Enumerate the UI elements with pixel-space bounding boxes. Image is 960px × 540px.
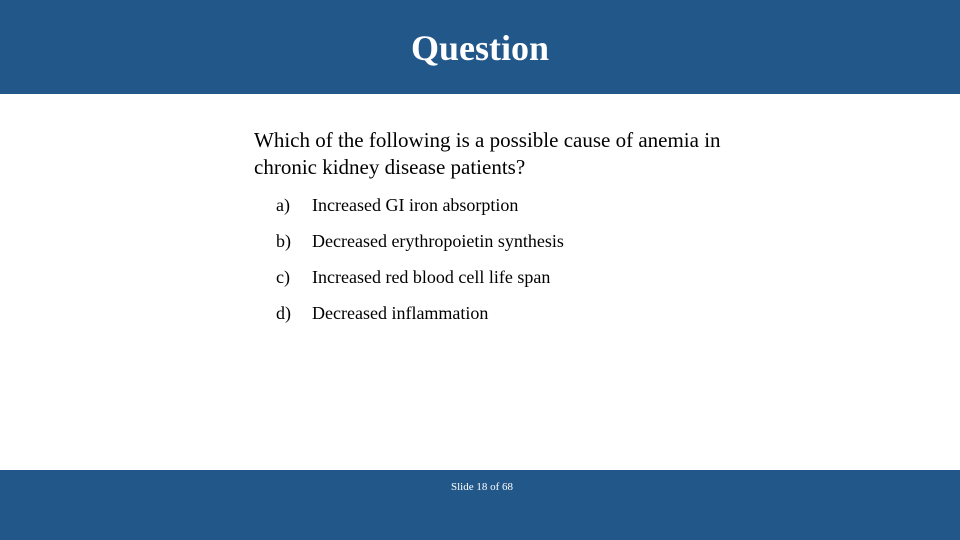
slide-counter: Slide 18 of 68 [450, 481, 514, 493]
answer-options [276, 192, 756, 336]
slide-title: Question [410, 28, 550, 68]
option-text: Increased red blood cell life span [312, 267, 551, 287]
option-text: Decreased erythropoietin synthesis [312, 231, 564, 251]
option-d [276, 300, 756, 336]
option-text: Decreased inflammation [312, 303, 489, 323]
question-text: Which of the following is a possible cause of anemia in chronic kidney disease patients? [254, 128, 721, 179]
option-letter: d) [276, 303, 291, 323]
option-text: Increased GI iron absorption [312, 195, 519, 215]
option-letter: b) [276, 231, 291, 251]
option-b [276, 228, 756, 264]
option-letter: c) [276, 267, 290, 287]
option-letter: a) [276, 195, 290, 215]
option-a [276, 192, 756, 228]
option-c [276, 264, 756, 300]
